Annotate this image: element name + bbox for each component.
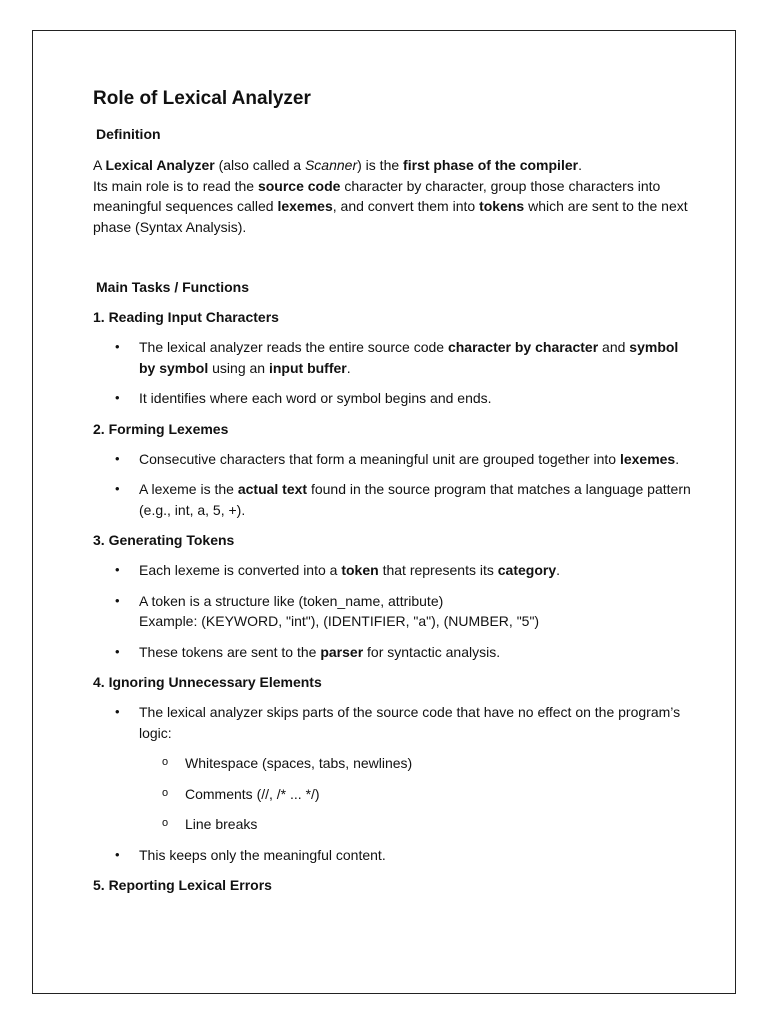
bullet-list — [93, 560, 693, 662]
bold-term: input buffer — [268, 359, 347, 376]
section-heading-generating-tokens: 3. Generating Tokens — [93, 532, 235, 548]
definition-paragraph — [93, 155, 693, 237]
sub-list — [139, 753, 693, 835]
text-run: A lexeme is the — [139, 481, 238, 497]
text-run: . — [578, 157, 582, 173]
text-run: . — [675, 450, 680, 467]
text-run: character by character, group those characters into meaningful sequences called — [93, 177, 661, 214]
bold-term: tokens — [479, 198, 525, 214]
bold-term: first phase of the compiler — [403, 157, 579, 173]
text-run: (also called a — [214, 157, 305, 173]
list-item: • It identifies where each word or symbol begins and ends. — [139, 388, 693, 409]
bullet-list — [93, 449, 693, 521]
list-item — [139, 591, 693, 632]
text-run: found in the source program that matches a language pattern (e.g., int, a, 5, +). — [139, 481, 691, 518]
text-run: for syntactic analysis. — [363, 643, 501, 660]
text-run: and — [598, 339, 630, 355]
sub-list-item: o Whitespace (spaces, tabs, newlines) — [185, 753, 693, 774]
text-run: that represents its — [378, 562, 498, 578]
section-heading-reporting-errors: 5. Reporting Lexical Errors — [93, 877, 272, 893]
sub-list-item: o Comments (//, /* ... */) — [185, 784, 693, 805]
bold-term: character by character — [447, 339, 599, 355]
definition-heading: Definition — [96, 126, 161, 142]
list-item — [139, 702, 693, 835]
bold-term: symbol by symbol — [139, 339, 679, 376]
text-run: . — [556, 562, 560, 578]
list-item — [139, 449, 693, 470]
document-body — [93, 86, 693, 895]
bold-term: source code — [257, 177, 341, 194]
text-run: Its main role is to read the — [93, 177, 258, 194]
text-run: which are sent to the next phase (Syntax Analysis). — [93, 198, 688, 235]
list-item — [139, 560, 693, 581]
bold-term: lexemes — [619, 450, 676, 467]
text-run: The lexical analyzer skips parts of the source code that have no effect on the program’s logic: — [139, 704, 681, 741]
text-run: , and convert them into — [332, 198, 480, 214]
text-run: These tokens are sent to the — [139, 643, 321, 660]
text-run: Example: (KEYWORD, "int"), (IDENTIFIER, "a"), (NUMBER, "5") — [139, 613, 540, 629]
bold-term: lexemes — [277, 198, 333, 214]
italic-term: Scanner — [304, 157, 358, 173]
page-title: Role of Lexical Analyzer — [93, 88, 311, 109]
sub-list-item: o Line breaks — [185, 814, 693, 835]
text-run: Consecutive characters that form a meaningful unit are grouped together into — [139, 450, 620, 467]
main-tasks-heading: Main Tasks / Functions — [96, 279, 249, 295]
section-heading-reading-input: 1. Reading Input Characters — [93, 309, 279, 325]
text-run: Each lexeme is converted into a — [139, 562, 342, 578]
text-run: A token is a structure like (token_name, attribute) — [139, 592, 444, 609]
list-item — [139, 479, 693, 520]
text-run: . — [346, 359, 351, 376]
text-run: The lexical analyzer reads the entire source code — [139, 339, 448, 355]
text-run: using an — [208, 359, 269, 376]
list-item: • This keeps only the meaningful content. — [139, 845, 693, 866]
bold-term: Lexical Analyzer — [105, 157, 215, 173]
bold-term: category — [497, 562, 557, 578]
list-item — [139, 642, 693, 663]
text-run: A — [93, 157, 106, 173]
bold-term: token — [341, 562, 379, 578]
bullet-list — [93, 702, 693, 865]
list-item — [139, 337, 693, 378]
bullet-list — [93, 337, 693, 409]
text-run: ) is the — [357, 157, 404, 173]
section-heading-forming-lexemes: 2. Forming Lexemes — [93, 420, 229, 437]
bold-term: parser — [320, 643, 364, 660]
section-heading-ignoring-elements: 4. Ignoring Unnecessary Elements — [93, 674, 322, 690]
bold-term: actual text — [237, 481, 308, 497]
